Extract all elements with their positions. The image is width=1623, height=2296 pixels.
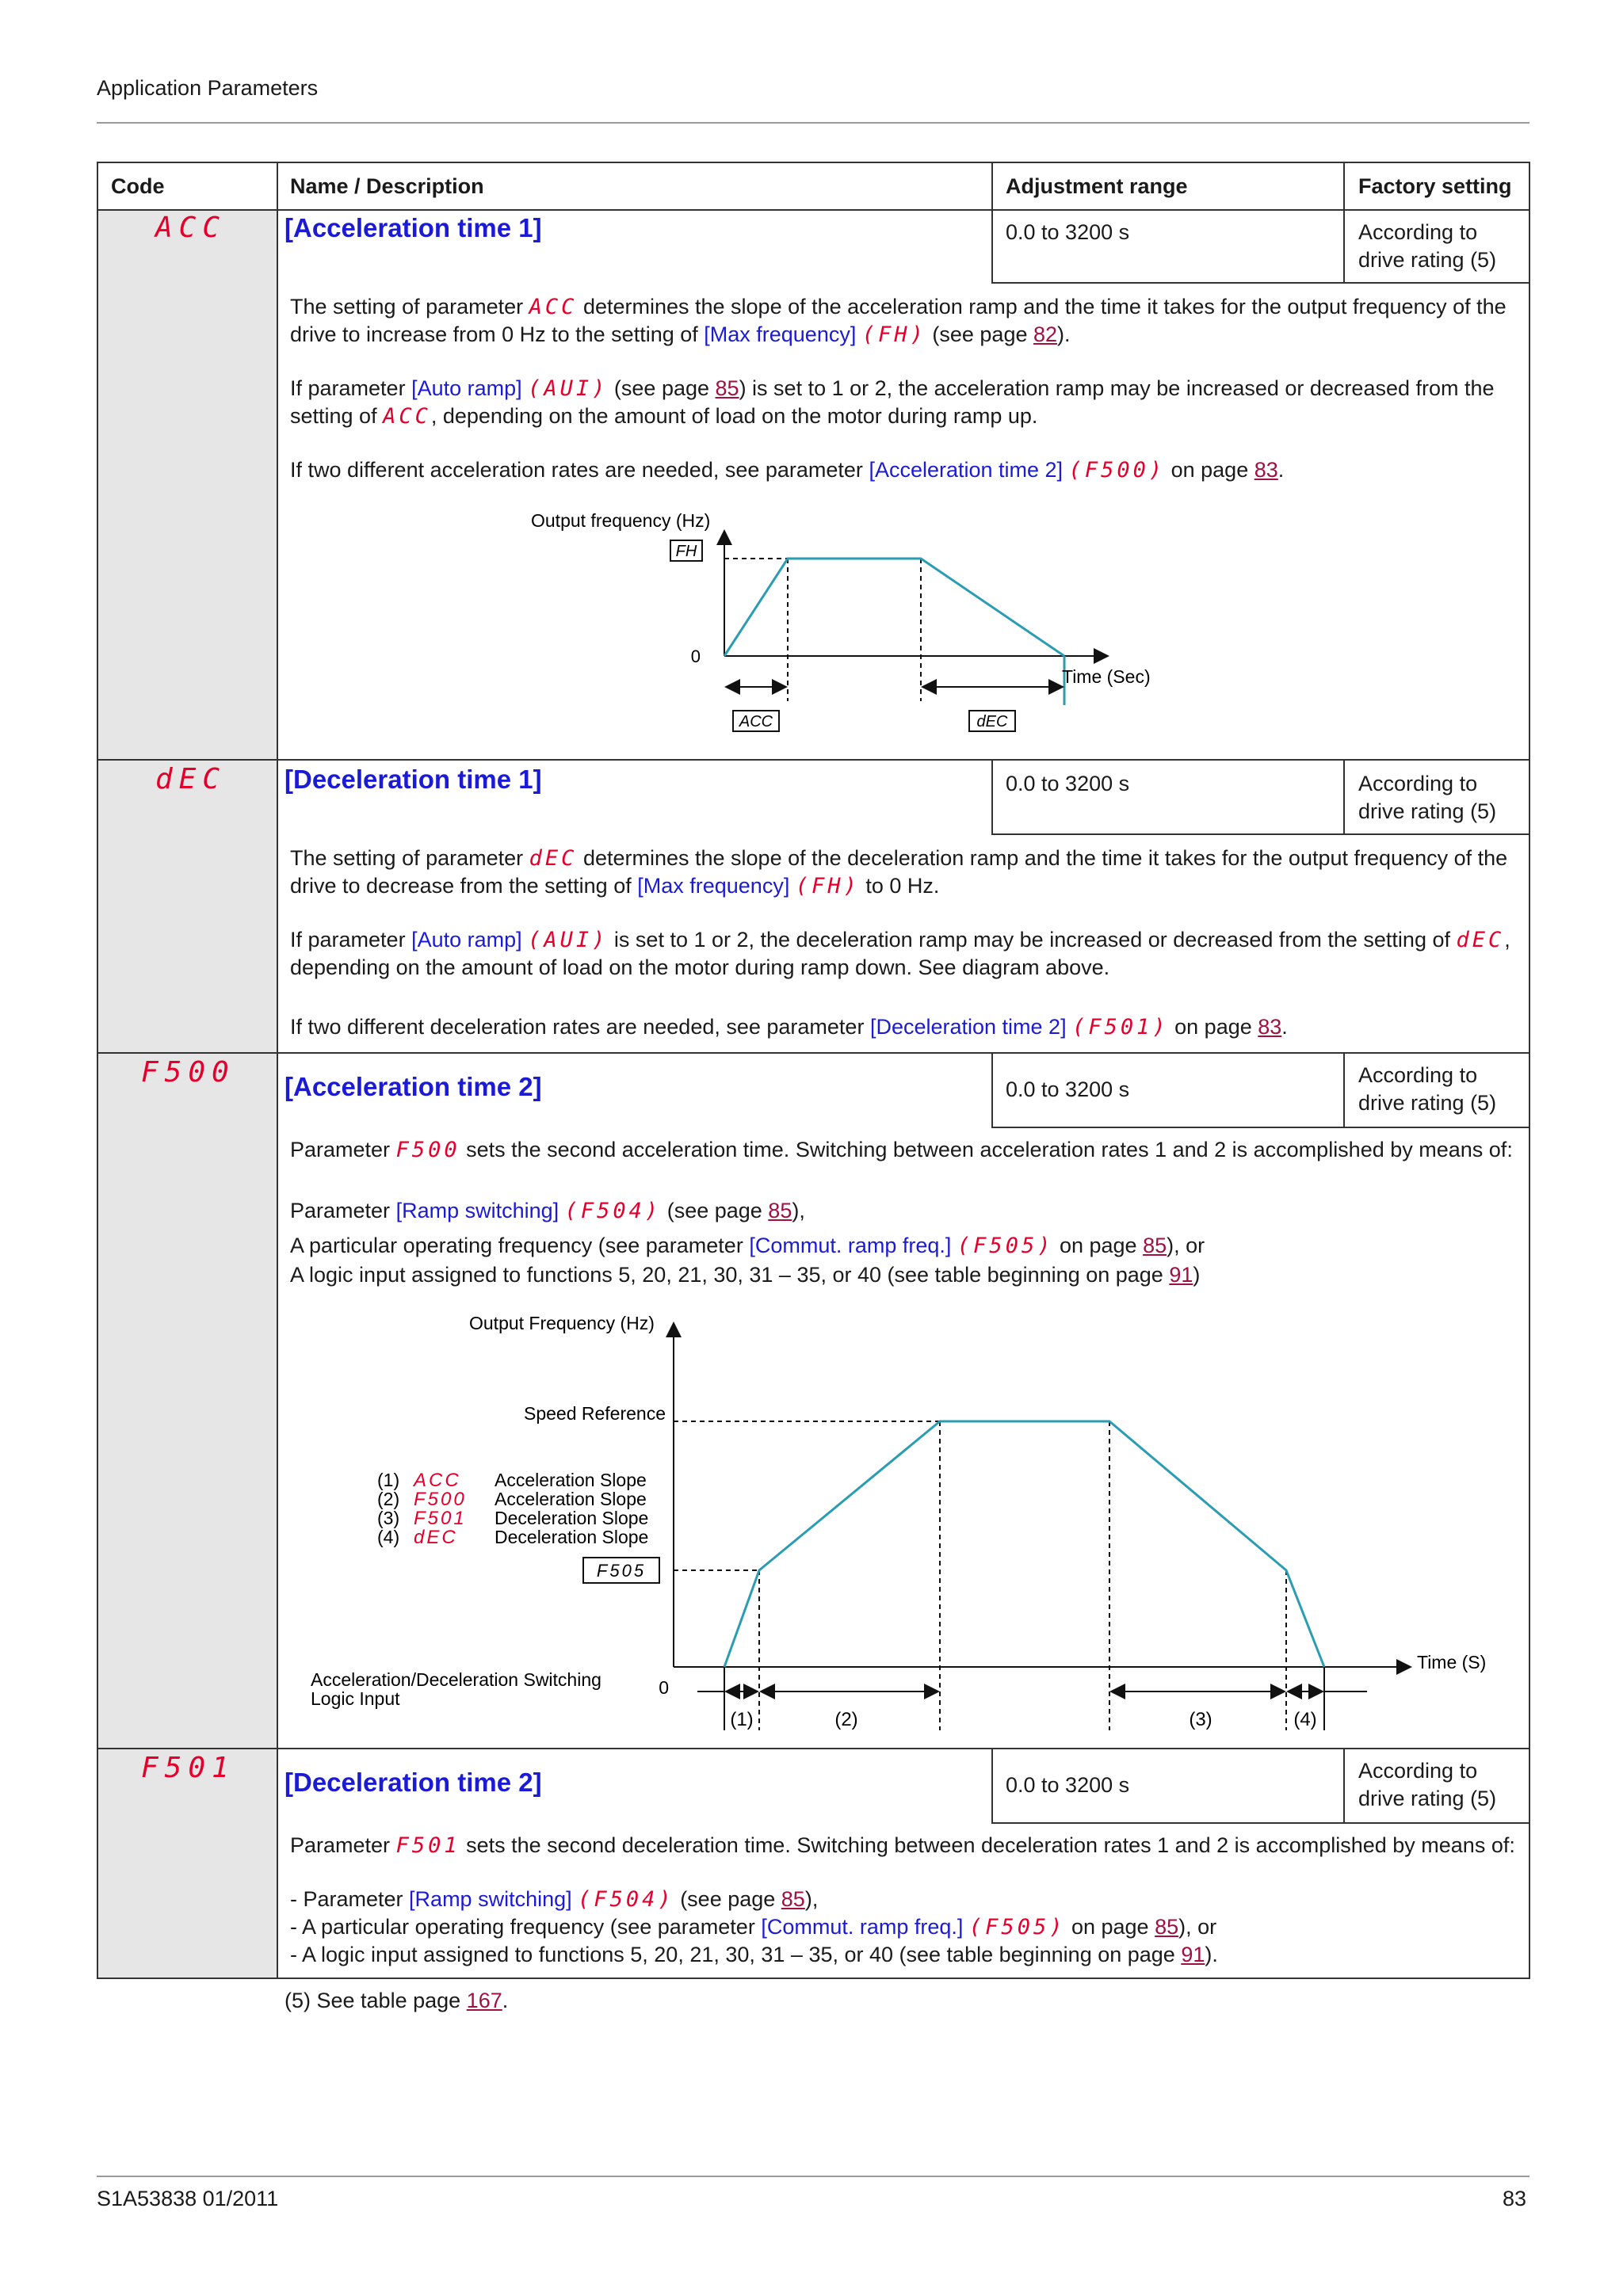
footnote: (5) See table page 167. bbox=[285, 1989, 509, 2012]
diagram2-speed-reference: Speed Reference bbox=[523, 1403, 666, 1424]
acc-range-divider bbox=[1343, 209, 1345, 284]
page-link-82[interactable]: 82 bbox=[1033, 322, 1058, 346]
page-header-title: Application Parameters bbox=[97, 76, 319, 100]
table-border-top bbox=[97, 162, 1530, 163]
ramp-switching-diagram bbox=[301, 1299, 1522, 1743]
dec-name: [Deceleration time 1] bbox=[285, 765, 542, 794]
dec-range: 0.0 to 3200 s bbox=[1006, 772, 1130, 795]
legend-code-2: F500 bbox=[414, 1489, 467, 1510]
diagram1-xlabel: Time (Sec) bbox=[1062, 666, 1151, 687]
diagram2-ramp-line bbox=[724, 1421, 1324, 1667]
acc-factory: According to drive rating (5) bbox=[1358, 220, 1497, 272]
f500-name: [Acceleration time 2] bbox=[285, 1072, 542, 1101]
f501-code: F501 bbox=[141, 1752, 235, 1784]
page-link-167[interactable]: 167 bbox=[466, 1989, 502, 2012]
acc-name: [Acceleration time 1] bbox=[285, 213, 542, 242]
legend-num-2: (2) bbox=[377, 1489, 400, 1509]
diagram1-ramp-line bbox=[724, 559, 1064, 656]
diagram2-ylabel: Output Frequency (Hz) bbox=[469, 1313, 655, 1333]
f500-range: 0.0 to 3200 s bbox=[1006, 1077, 1130, 1101]
f500-factory: According to drive rating (5) bbox=[1358, 1063, 1497, 1115]
dec-desc-2: If parameter [Auto ramp] (AUI) is set to 1 or 2, the deceleration ramp may be increased or decreased from the setting of dEC, depending on the amount of load on the motor during ramp down. See diagram above. bbox=[290, 928, 1510, 979]
dec-code: dEC bbox=[155, 763, 227, 795]
f501-range: 0.0 to 3200 s bbox=[1006, 1773, 1130, 1797]
auto-ramp-link: [Auto ramp] bbox=[411, 376, 522, 400]
diagram2-seg-1: (1) bbox=[730, 1709, 754, 1730]
table-border-code bbox=[277, 162, 278, 1979]
deceleration-time-2-link: [Deceleration time 2] bbox=[869, 1015, 1067, 1039]
diagram2-xlabel: Time (S) bbox=[1417, 1652, 1487, 1672]
dec-range-divider bbox=[1343, 759, 1345, 835]
legend-code-4: dEC bbox=[414, 1527, 458, 1548]
header-divider-factory bbox=[1343, 162, 1345, 211]
diagram1-dec-label: dEC bbox=[976, 713, 1008, 730]
legend-code-3: F501 bbox=[414, 1508, 467, 1529]
footer-rule bbox=[97, 2176, 1529, 2177]
column-header-factory: Factory setting bbox=[1358, 174, 1512, 198]
f500-desc-1: Parameter F500 sets the second acceleration time. Switching between acceleration rates 1 and 2 is accomplished by means of: bbox=[290, 1138, 1513, 1162]
diagram2-switch-label-1: Acceleration/Deceleration Switching bbox=[311, 1669, 601, 1690]
diagram2-switch-label-2: Logic Input bbox=[311, 1688, 400, 1709]
acceleration-time-2-link: [Acceleration time 2] bbox=[869, 458, 1064, 482]
f501-desc-3: - A particular operating frequency (see parameter [Commut. ramp freq.] (F505) on page 85), or bbox=[290, 1915, 1217, 1939]
diagram1-ylabel: Output frequency (Hz) bbox=[531, 510, 711, 531]
f500-desc-4: A logic input assigned to functions 5, 20, 21, 30, 31 – 35, or 40 (see table beginning on page 91) bbox=[290, 1263, 1201, 1287]
page-link-85[interactable]: 85 bbox=[715, 376, 739, 400]
legend-code-1: ACC bbox=[414, 1470, 461, 1491]
f501-name: [Deceleration time 2] bbox=[285, 1768, 542, 1797]
legend-num-1: (1) bbox=[377, 1470, 400, 1490]
diagram1-fh: FH bbox=[675, 543, 697, 560]
f501-desc-2: - Parameter [Ramp switching] (F504) (see page 85), bbox=[290, 1887, 819, 1912]
diagram2-seg-4: (4) bbox=[1293, 1709, 1317, 1730]
f501-factory: According to drive rating (5) bbox=[1358, 1759, 1497, 1810]
diagram2-zero: 0 bbox=[659, 1677, 669, 1698]
f501-desc-4: - A logic input assigned to functions 5, 20, 21, 30, 31 – 35, or 40 (see table beginning on page 91). bbox=[290, 1943, 1218, 1966]
diagram2-seg-3: (3) bbox=[1189, 1709, 1212, 1730]
footer-doc-id: S1A53838 01/2011 bbox=[97, 2187, 279, 2210]
diagram2-legend bbox=[377, 1470, 648, 1548]
legend-text-1: Acceleration Slope bbox=[495, 1470, 647, 1490]
acc-range: 0.0 to 3200 s bbox=[1006, 220, 1130, 244]
page-link-83[interactable]: 83 bbox=[1254, 458, 1278, 482]
legend-num-4: (4) bbox=[377, 1527, 400, 1547]
header-divider-range bbox=[991, 162, 993, 211]
f500-range-divider bbox=[1343, 1052, 1345, 1128]
legend-text-3: Deceleration Slope bbox=[495, 1508, 649, 1528]
page-link-83b[interactable]: 83 bbox=[1258, 1015, 1282, 1039]
dec-desc-3: If two different deceleration rates are needed, see parameter [Deceleration time 2] (F501) on page 83. bbox=[290, 1015, 1288, 1039]
footer-page-number: 83 bbox=[1503, 2187, 1527, 2210]
acceleration-ramp-diagram bbox=[507, 507, 1189, 745]
acc-desc-1: The setting of parameter ACC determines the slope of the acceleration ramp and the time it takes for the output frequency of the drive to increase from 0 Hz to the setting of [Max frequency] (FH) (see page 82). bbox=[290, 295, 1507, 347]
diagram2-seg-2: (2) bbox=[834, 1709, 858, 1730]
diagram1-acc-label: ACC bbox=[739, 713, 773, 730]
legend-text-2: Acceleration Slope bbox=[495, 1489, 647, 1509]
column-header-code: Code bbox=[111, 174, 165, 198]
code-column-background bbox=[97, 211, 277, 1978]
acc-desc-3: If two different acceleration rates are needed, see parameter [Acceleration time 2] (F500) on page 83. bbox=[290, 458, 1285, 482]
f500-desc-3: A particular operating frequency (see parameter [Commut. ramp freq.] (F505) on page 85), or bbox=[290, 1234, 1205, 1258]
f500-desc-2: Parameter [Ramp switching] (F504) (see page 85), bbox=[290, 1199, 805, 1223]
max-frequency-link: [Max frequency] bbox=[704, 322, 857, 346]
legend-text-4: Deceleration Slope bbox=[495, 1527, 649, 1547]
table-border-bottom bbox=[97, 1978, 1530, 1979]
header-rule bbox=[97, 122, 1529, 124]
f500-code: F500 bbox=[141, 1056, 235, 1089]
diagram2-f505: F505 bbox=[596, 1561, 647, 1581]
dec-factory: According to drive rating (5) bbox=[1358, 772, 1497, 823]
dec-desc-1: The setting of parameter dEC determines the slope of the deceleration ramp and the time it takes for the output frequency of the drive to decrease from the setting of [Max frequency] (FH) to 0 Hz. bbox=[290, 846, 1508, 898]
acc-desc-2: If parameter [Auto ramp] (AUI) (see page 85) is set to 1 or 2, the acceleration ramp may be increased or decreased from the setting of ACC, depending on the amount of load on the motor during ramp up. bbox=[290, 376, 1495, 429]
f501-desc-1: Parameter F501 sets the second deceleration time. Switching between deceleration rates 1 and 2 is accomplished by means of: bbox=[290, 1833, 1515, 1858]
table-border-left bbox=[97, 162, 98, 1979]
acc-code-ref: ACC bbox=[529, 295, 578, 319]
f501-range-divider bbox=[1343, 1748, 1345, 1824]
diagram1-zero: 0 bbox=[690, 646, 701, 666]
legend-num-3: (3) bbox=[377, 1508, 400, 1528]
page-link-91[interactable]: 91 bbox=[1169, 1263, 1193, 1287]
column-header-range: Adjustment range bbox=[1006, 174, 1188, 198]
column-header-name: Name / Description bbox=[290, 174, 484, 198]
acc-code: ACC bbox=[155, 212, 227, 244]
